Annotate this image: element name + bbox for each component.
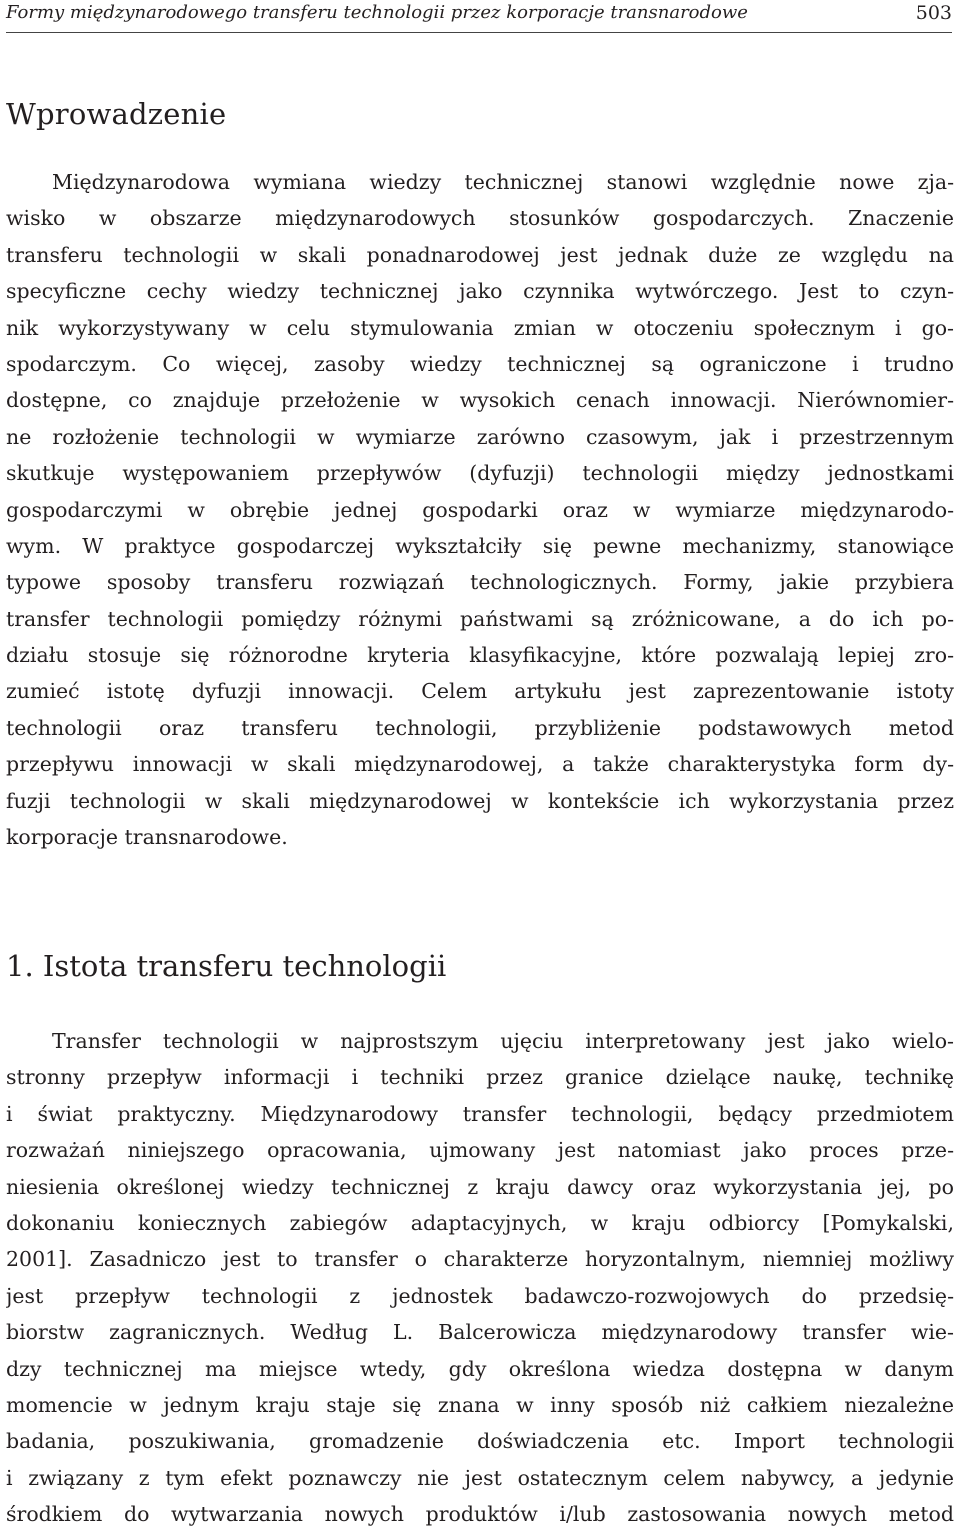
text-line: przepływu innowacji w skali międzynarodowej, a także charakterystyka form dy- [6,752,954,777]
text-line: specyficzne cechy wiedzy technicznej jako czynnika wytwórczego. Jest to czyn- [6,279,954,304]
text-line: typowe sposoby transferu rozwiązań technologicznych. Formy, jakie przybiera [6,570,954,595]
text-line: badania, poszukiwania, gromadzenie doświadczenia etc. Import technologii [6,1429,954,1454]
text-line: i związany z tym efekt poznawczy nie jest ostatecznym celem nabywcy, a jedynie [6,1465,954,1490]
text-line: Międzynarodowa wymiana wiedzy technicznej stanowi względnie nowe zja- [52,170,954,194]
section-paragraph [6,1023,954,1532]
text-line: niesienia określonej wiedzy technicznej z kraju dawcy oraz wykorzystania jej, po [6,1174,954,1199]
running-header-title: Formy międzynarodowego transferu technologii przez korporacje transnarodowe [6,2,748,23]
intro-paragraph [6,164,954,855]
text-line: jest przepływ technologii z jednostek badawczo-rozwojowych do przedsię- [6,1283,954,1308]
text-line: stronny przepływ informacji i techniki przez granice dzielące naukę, technikę [6,1065,954,1090]
text-line: dzy technicznej ma miejsce wtedy, gdy określona wiedza dostępna w danym [6,1356,954,1381]
text-line: biorstw zagranicznych. Według L. Balcerowicza międzynarodowy transfer wie- [6,1320,954,1345]
text-line: fuzji technologii w skali międzynarodowej w kontekście ich wykorzystania przez [6,788,954,813]
text-line: gospodarczymi w obrębie jednej gospodarki oraz w wymiarze międzynarodo- [6,497,954,522]
section-heading: 1. Istota transferu technologii [6,949,447,983]
running-header [6,0,952,33]
text-line: wym. W praktyce gospodarczej wykształciły się pewne mechanizmy, stanowiące [6,533,954,558]
text-line: i świat praktyczny. Międzynarodowy transfer technologii, będący przedmiotem [6,1101,954,1126]
page-number: 503 [915,2,952,24]
text-line: zumieć istotę dyfuzji innowacji. Celem artykułu jest zaprezentowanie istoty [6,679,954,704]
text-line: momencie w jednym kraju staje się znana w inny sposób niż całkiem niezależne [6,1392,954,1417]
text-line: skutkuje występowaniem przepływów (dyfuzji) technologii między jednostkami [6,461,954,486]
text-line: technologii oraz transferu technologii, przybliżenie podstawowych metod [6,715,954,740]
text-line: ne rozłożenie technologii w wymiarze zarówno czasowym, jak i przestrzennym [6,424,954,449]
text-line: dokonaniu koniecznych zabiegów adaptacyjnych, w kraju odbiorcy [Pomykalski, [6,1210,954,1235]
text-line: transfer technologii pomiędzy różnymi państwami są zróżnicowane, a do ich po- [6,606,954,631]
text-line: działu stosuje się różnorodne kryteria klasyfikacyjne, które pozwalają lepiej zro- [6,643,954,668]
text-line: nik wykorzystywany w celu stymulowania zmian w otoczeniu społecznym i go- [6,315,954,340]
text-line: spodarczym. Co więcej, zasoby wiedzy technicznej są ograniczone i trudno [6,351,954,376]
text-line: rozważań niniejszego opracowania, ujmowany jest natomiast jako proces prze- [6,1138,954,1163]
text-line: dostępne, co znajduje przełożenie w wysokich cenach innowacji. Nierównomier- [6,388,954,413]
text-line: wisko w obszarze międzynarodowych stosunków gospodarczych. Znaczenie [6,206,954,231]
intro-heading: Wprowadzenie [6,97,227,131]
text-line: korporacje transnarodowe. [6,825,288,850]
text-line: 2001]. Zasadniczo jest to transfer o charakterze horyzontalnym, niemniej możliwy [6,1247,954,1272]
text-line: środkiem do wytwarzania nowych produktów i/lub zastosowania nowych metod [6,1502,954,1527]
text-line: transferu technologii w skali ponadnarodowej jest jednak duże ze względu na [6,242,954,267]
text-line: Transfer technologii w najprostszym ujęciu interpretowany jest jako wielo- [52,1029,954,1053]
